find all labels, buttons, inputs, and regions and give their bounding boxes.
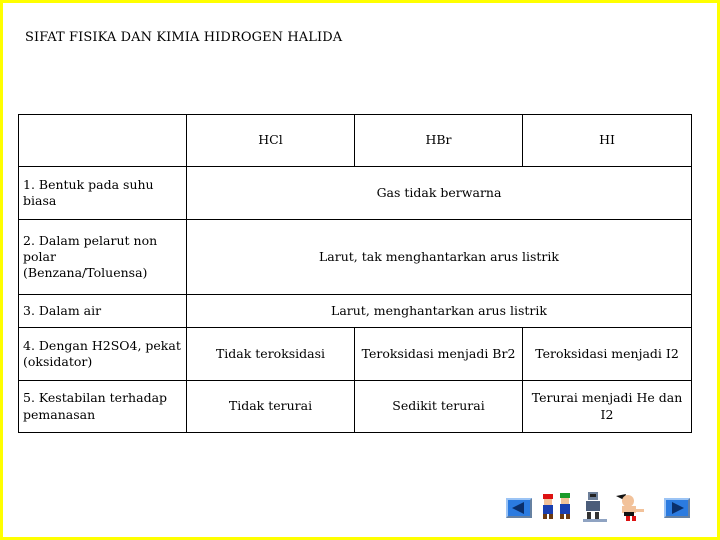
cell-hi: Terurai menjadi He dan I2 [523,381,692,433]
table-corner-cell [19,115,187,167]
row-merged-value: Gas tidak berwarna [187,167,692,220]
right-arrow-icon [666,500,688,516]
table-row [19,167,692,220]
table-header-row [19,115,692,167]
back-button[interactable] [506,498,532,518]
row-merged-value: Larut, menghantarkan arus listrik [187,295,692,328]
table-row [19,328,692,381]
table-row [19,381,692,433]
cell-hcl: Tidak terurai [187,381,355,433]
cell-hbr: Teroksidasi menjadi Br2 [355,328,523,381]
cell-hi: Teroksidasi menjadi I2 [523,328,692,381]
table-row [19,295,692,328]
cell-hcl: Tidak teroksidasi [187,328,355,381]
cell-hbr: Sedikit terurai [355,381,523,433]
mario-luigi-icon [540,492,576,522]
left-arrow-icon [508,500,530,516]
row-label: 3. Dalam air [19,295,187,328]
slide-title: SIFAT FISIKA DAN KIMIA HIDROGEN HALIDA [25,30,343,45]
row-label: 5. Kestabilan terhadap pemanasan [19,381,187,433]
table-row [19,220,692,295]
row-merged-value: Larut, tak menghantarkan arus listrik [187,220,692,295]
header-hi: HI [523,115,692,167]
halide-properties-table [18,114,692,433]
row-label: 1. Bentuk pada suhu biasa [19,167,187,220]
forward-button[interactable] [664,498,690,518]
header-hbr: HBr [355,115,523,167]
row-label: 4. Dengan H2SO4, pekat (oksidator) [19,328,187,381]
astro-boy-icon [612,492,648,522]
robot-character-icon [580,490,610,524]
row-label: 2. Dalam pelarut non polar (Benzana/Toluensa) [19,220,187,295]
header-hcl: HCl [187,115,355,167]
